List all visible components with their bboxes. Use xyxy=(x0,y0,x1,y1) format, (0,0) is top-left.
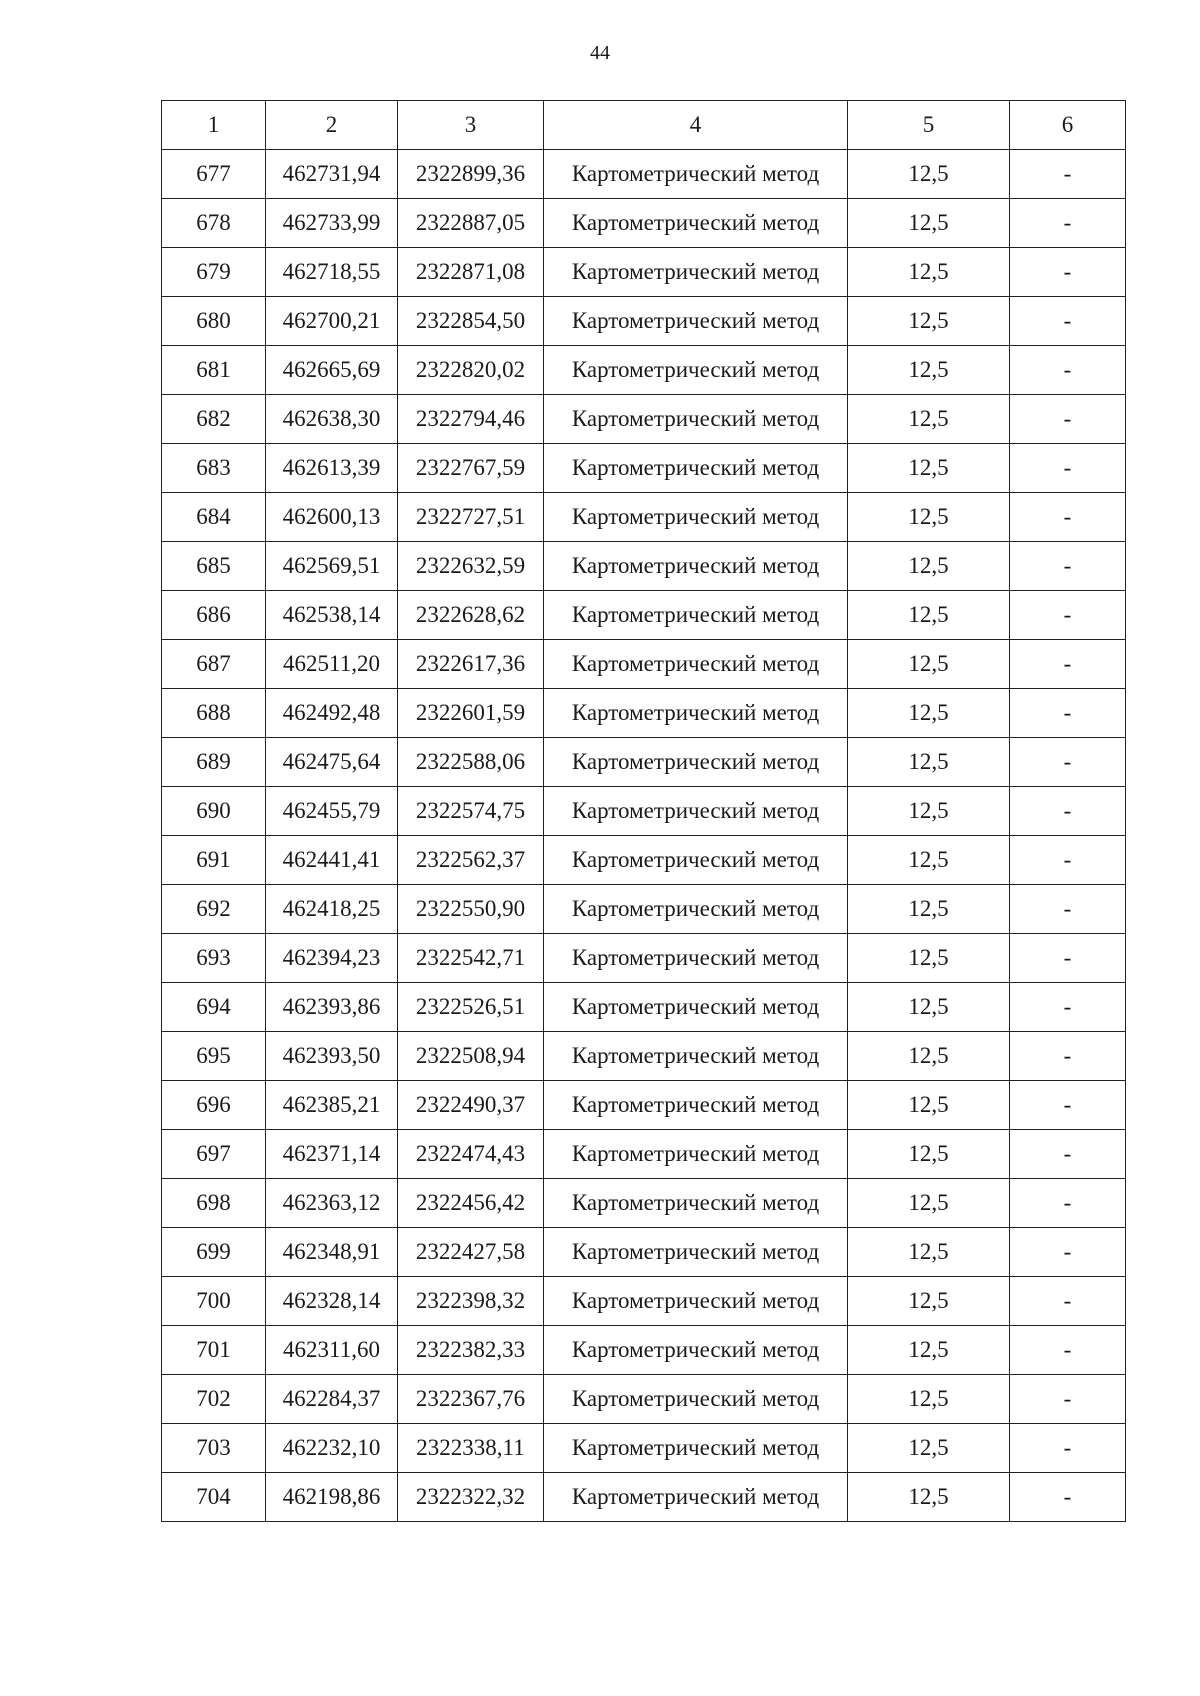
method-cell: Картометрический метод xyxy=(544,1473,848,1522)
accuracy-cell: 12,5 xyxy=(848,1424,1010,1473)
x-coordinate-cell: 462441,41 xyxy=(266,836,398,885)
point-number-cell: 696 xyxy=(162,1081,266,1130)
point-number-cell: 695 xyxy=(162,1032,266,1081)
note-cell: - xyxy=(1010,1130,1126,1179)
table-row xyxy=(162,542,1126,591)
table-row xyxy=(162,395,1126,444)
coordinates-table xyxy=(161,100,1126,1522)
accuracy-cell: 12,5 xyxy=(848,199,1010,248)
y-coordinate-cell: 2322508,94 xyxy=(398,1032,544,1081)
method-cell: Картометрический метод xyxy=(544,1081,848,1130)
point-number-cell: 700 xyxy=(162,1277,266,1326)
note-cell: - xyxy=(1010,199,1126,248)
table-row xyxy=(162,346,1126,395)
accuracy-cell: 12,5 xyxy=(848,836,1010,885)
method-cell: Картометрический метод xyxy=(544,640,848,689)
point-number-cell: 686 xyxy=(162,591,266,640)
method-cell: Картометрический метод xyxy=(544,689,848,738)
accuracy-cell: 12,5 xyxy=(848,542,1010,591)
method-cell: Картометрический метод xyxy=(544,787,848,836)
accuracy-cell: 12,5 xyxy=(848,248,1010,297)
note-cell: - xyxy=(1010,1326,1126,1375)
accuracy-cell: 12,5 xyxy=(848,1179,1010,1228)
y-coordinate-cell: 2322427,58 xyxy=(398,1228,544,1277)
table-row xyxy=(162,640,1126,689)
note-cell: - xyxy=(1010,738,1126,787)
method-cell: Картометрический метод xyxy=(544,493,848,542)
x-coordinate-cell: 462418,25 xyxy=(266,885,398,934)
method-cell: Картометрический метод xyxy=(544,1424,848,1473)
table-row xyxy=(162,1032,1126,1081)
method-cell: Картометрический метод xyxy=(544,542,848,591)
method-cell: Картометрический метод xyxy=(544,1130,848,1179)
point-number-cell: 699 xyxy=(162,1228,266,1277)
accuracy-cell: 12,5 xyxy=(848,689,1010,738)
table-header-row xyxy=(162,101,1126,150)
accuracy-cell: 12,5 xyxy=(848,444,1010,493)
header-cell: 3 xyxy=(398,101,544,150)
note-cell: - xyxy=(1010,1228,1126,1277)
accuracy-cell: 12,5 xyxy=(848,1277,1010,1326)
table-row xyxy=(162,297,1126,346)
note-cell: - xyxy=(1010,591,1126,640)
note-cell: - xyxy=(1010,150,1126,199)
y-coordinate-cell: 2322820,02 xyxy=(398,346,544,395)
y-coordinate-cell: 2322367,76 xyxy=(398,1375,544,1424)
note-cell: - xyxy=(1010,836,1126,885)
point-number-cell: 677 xyxy=(162,150,266,199)
accuracy-cell: 12,5 xyxy=(848,1375,1010,1424)
point-number-cell: 694 xyxy=(162,983,266,1032)
accuracy-cell: 12,5 xyxy=(848,1473,1010,1522)
table-row xyxy=(162,1277,1126,1326)
table-row xyxy=(162,150,1126,199)
y-coordinate-cell: 2322574,75 xyxy=(398,787,544,836)
table-row xyxy=(162,1130,1126,1179)
table-row xyxy=(162,787,1126,836)
method-cell: Картометрический метод xyxy=(544,885,848,934)
x-coordinate-cell: 462718,55 xyxy=(266,248,398,297)
table-row xyxy=(162,836,1126,885)
x-coordinate-cell: 462455,79 xyxy=(266,787,398,836)
point-number-cell: 692 xyxy=(162,885,266,934)
table-row xyxy=(162,199,1126,248)
y-coordinate-cell: 2322588,06 xyxy=(398,738,544,787)
accuracy-cell: 12,5 xyxy=(848,591,1010,640)
point-number-cell: 698 xyxy=(162,1179,266,1228)
x-coordinate-cell: 462371,14 xyxy=(266,1130,398,1179)
method-cell: Картометрический метод xyxy=(544,1277,848,1326)
point-number-cell: 701 xyxy=(162,1326,266,1375)
y-coordinate-cell: 2322490,37 xyxy=(398,1081,544,1130)
x-coordinate-cell: 462394,23 xyxy=(266,934,398,983)
note-cell: - xyxy=(1010,444,1126,493)
table-row xyxy=(162,1473,1126,1522)
y-coordinate-cell: 2322854,50 xyxy=(398,297,544,346)
point-number-cell: 691 xyxy=(162,836,266,885)
accuracy-cell: 12,5 xyxy=(848,1326,1010,1375)
note-cell: - xyxy=(1010,1179,1126,1228)
accuracy-cell: 12,5 xyxy=(848,787,1010,836)
accuracy-cell: 12,5 xyxy=(848,983,1010,1032)
method-cell: Картометрический метод xyxy=(544,983,848,1032)
note-cell: - xyxy=(1010,493,1126,542)
x-coordinate-cell: 462348,91 xyxy=(266,1228,398,1277)
header-cell: 5 xyxy=(848,101,1010,150)
x-coordinate-cell: 462311,60 xyxy=(266,1326,398,1375)
note-cell: - xyxy=(1010,1032,1126,1081)
method-cell: Картометрический метод xyxy=(544,395,848,444)
table-row xyxy=(162,885,1126,934)
x-coordinate-cell: 462511,20 xyxy=(266,640,398,689)
y-coordinate-cell: 2322601,59 xyxy=(398,689,544,738)
x-coordinate-cell: 462492,48 xyxy=(266,689,398,738)
note-cell: - xyxy=(1010,689,1126,738)
accuracy-cell: 12,5 xyxy=(848,395,1010,444)
accuracy-cell: 12,5 xyxy=(848,738,1010,787)
y-coordinate-cell: 2322398,32 xyxy=(398,1277,544,1326)
y-coordinate-cell: 2322382,33 xyxy=(398,1326,544,1375)
y-coordinate-cell: 2322887,05 xyxy=(398,199,544,248)
y-coordinate-cell: 2322322,32 xyxy=(398,1473,544,1522)
accuracy-cell: 12,5 xyxy=(848,1130,1010,1179)
x-coordinate-cell: 462538,14 xyxy=(266,591,398,640)
x-coordinate-cell: 462198,86 xyxy=(266,1473,398,1522)
table-row xyxy=(162,1375,1126,1424)
y-coordinate-cell: 2322767,59 xyxy=(398,444,544,493)
table-row xyxy=(162,738,1126,787)
table-row xyxy=(162,1424,1126,1473)
x-coordinate-cell: 462700,21 xyxy=(266,297,398,346)
method-cell: Картометрический метод xyxy=(544,836,848,885)
x-coordinate-cell: 462569,51 xyxy=(266,542,398,591)
method-cell: Картометрический метод xyxy=(544,297,848,346)
point-number-cell: 702 xyxy=(162,1375,266,1424)
note-cell: - xyxy=(1010,1277,1126,1326)
table-row xyxy=(162,1081,1126,1130)
y-coordinate-cell: 2322562,37 xyxy=(398,836,544,885)
note-cell: - xyxy=(1010,1375,1126,1424)
note-cell: - xyxy=(1010,346,1126,395)
y-coordinate-cell: 2322338,11 xyxy=(398,1424,544,1473)
method-cell: Картометрический метод xyxy=(544,1326,848,1375)
x-coordinate-cell: 462665,69 xyxy=(266,346,398,395)
note-cell: - xyxy=(1010,640,1126,689)
point-number-cell: 693 xyxy=(162,934,266,983)
y-coordinate-cell: 2322617,36 xyxy=(398,640,544,689)
x-coordinate-cell: 462733,99 xyxy=(266,199,398,248)
point-number-cell: 704 xyxy=(162,1473,266,1522)
note-cell: - xyxy=(1010,983,1126,1032)
note-cell: - xyxy=(1010,297,1126,346)
note-cell: - xyxy=(1010,248,1126,297)
point-number-cell: 687 xyxy=(162,640,266,689)
point-number-cell: 688 xyxy=(162,689,266,738)
method-cell: Картометрический метод xyxy=(544,248,848,297)
method-cell: Картометрический метод xyxy=(544,1375,848,1424)
accuracy-cell: 12,5 xyxy=(848,1228,1010,1277)
header-cell: 4 xyxy=(544,101,848,150)
y-coordinate-cell: 2322474,43 xyxy=(398,1130,544,1179)
method-cell: Картометрический метод xyxy=(544,591,848,640)
x-coordinate-cell: 462638,30 xyxy=(266,395,398,444)
page-number: 44 xyxy=(590,42,610,64)
x-coordinate-cell: 462363,12 xyxy=(266,1179,398,1228)
table-row xyxy=(162,1228,1126,1277)
method-cell: Картометрический метод xyxy=(544,150,848,199)
point-number-cell: 685 xyxy=(162,542,266,591)
table-row xyxy=(162,248,1126,297)
accuracy-cell: 12,5 xyxy=(848,346,1010,395)
note-cell: - xyxy=(1010,885,1126,934)
accuracy-cell: 12,5 xyxy=(848,297,1010,346)
table-row xyxy=(162,493,1126,542)
x-coordinate-cell: 462731,94 xyxy=(266,150,398,199)
point-number-cell: 684 xyxy=(162,493,266,542)
table-row xyxy=(162,934,1126,983)
x-coordinate-cell: 462284,37 xyxy=(266,1375,398,1424)
header-cell: 6 xyxy=(1010,101,1126,150)
y-coordinate-cell: 2322456,42 xyxy=(398,1179,544,1228)
x-coordinate-cell: 462393,86 xyxy=(266,983,398,1032)
point-number-cell: 679 xyxy=(162,248,266,297)
x-coordinate-cell: 462600,13 xyxy=(266,493,398,542)
y-coordinate-cell: 2322550,90 xyxy=(398,885,544,934)
table-body xyxy=(162,150,1126,1522)
method-cell: Картометрический метод xyxy=(544,738,848,787)
accuracy-cell: 12,5 xyxy=(848,150,1010,199)
point-number-cell: 678 xyxy=(162,199,266,248)
point-number-cell: 683 xyxy=(162,444,266,493)
point-number-cell: 689 xyxy=(162,738,266,787)
point-number-cell: 680 xyxy=(162,297,266,346)
x-coordinate-cell: 462328,14 xyxy=(266,1277,398,1326)
method-cell: Картометрический метод xyxy=(544,1179,848,1228)
note-cell: - xyxy=(1010,1424,1126,1473)
accuracy-cell: 12,5 xyxy=(848,640,1010,689)
accuracy-cell: 12,5 xyxy=(848,885,1010,934)
y-coordinate-cell: 2322628,62 xyxy=(398,591,544,640)
x-coordinate-cell: 462393,50 xyxy=(266,1032,398,1081)
note-cell: - xyxy=(1010,542,1126,591)
accuracy-cell: 12,5 xyxy=(848,1032,1010,1081)
accuracy-cell: 12,5 xyxy=(848,493,1010,542)
y-coordinate-cell: 2322871,08 xyxy=(398,248,544,297)
table-row xyxy=(162,591,1126,640)
y-coordinate-cell: 2322899,36 xyxy=(398,150,544,199)
method-cell: Картометрический метод xyxy=(544,346,848,395)
note-cell: - xyxy=(1010,1081,1126,1130)
y-coordinate-cell: 2322632,59 xyxy=(398,542,544,591)
header-cell: 2 xyxy=(266,101,398,150)
method-cell: Картометрический метод xyxy=(544,199,848,248)
point-number-cell: 681 xyxy=(162,346,266,395)
accuracy-cell: 12,5 xyxy=(848,1081,1010,1130)
y-coordinate-cell: 2322542,71 xyxy=(398,934,544,983)
point-number-cell: 690 xyxy=(162,787,266,836)
y-coordinate-cell: 2322526,51 xyxy=(398,983,544,1032)
note-cell: - xyxy=(1010,1473,1126,1522)
point-number-cell: 682 xyxy=(162,395,266,444)
method-cell: Картометрический метод xyxy=(544,934,848,983)
x-coordinate-cell: 462475,64 xyxy=(266,738,398,787)
x-coordinate-cell: 462613,39 xyxy=(266,444,398,493)
header-cell: 1 xyxy=(162,101,266,150)
method-cell: Картометрический метод xyxy=(544,1032,848,1081)
table-row xyxy=(162,1179,1126,1228)
point-number-cell: 697 xyxy=(162,1130,266,1179)
table-row xyxy=(162,444,1126,493)
accuracy-cell: 12,5 xyxy=(848,934,1010,983)
y-coordinate-cell: 2322727,51 xyxy=(398,493,544,542)
x-coordinate-cell: 462385,21 xyxy=(266,1081,398,1130)
note-cell: - xyxy=(1010,934,1126,983)
point-number-cell: 703 xyxy=(162,1424,266,1473)
y-coordinate-cell: 2322794,46 xyxy=(398,395,544,444)
note-cell: - xyxy=(1010,395,1126,444)
method-cell: Картометрический метод xyxy=(544,1228,848,1277)
x-coordinate-cell: 462232,10 xyxy=(266,1424,398,1473)
method-cell: Картометрический метод xyxy=(544,444,848,493)
note-cell: - xyxy=(1010,787,1126,836)
table-row xyxy=(162,1326,1126,1375)
table-row xyxy=(162,983,1126,1032)
table-row xyxy=(162,689,1126,738)
